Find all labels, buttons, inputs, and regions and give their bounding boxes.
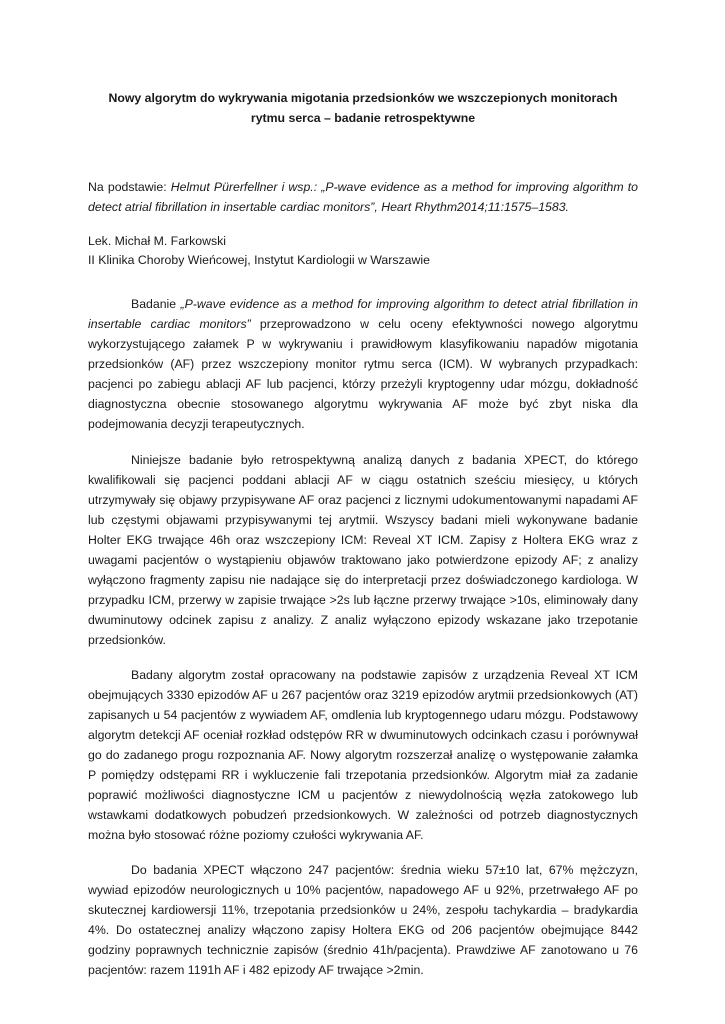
paragraph-1-lead: Badanie — [131, 297, 181, 311]
paragraph-1-study-title: „P-wave evidence as a method for improving algorithm to detect atrial fibrillation in insertable cardiac monitors” — [88, 297, 638, 331]
document-page — [88, 88, 638, 980]
source-reference: Helmut Pürerfellner i wsp.: „P-wave evidence as a method for improving algorithm to detect atrial fibrillation in insertable cardiac monitors”, Heart Rhythm2014;11:1575–1583. — [88, 180, 638, 214]
source-prefix: Na podstawie: — [88, 180, 171, 194]
paragraph-3: Badany algorytm został opracowany na podstawie zapisów z urządzenia Reveal XT ICM obejmujących 3330 epizodów AF u 267 pacjentów oraz 3219 epizodów arytmii przedsionkowych (AT) zapisanych u 54 pacjentów z wywiadem AF, omdlenia lub kryptogennego udaru mózgu. Podstawowy algorytm detekcji AF oceniał rozkład odstępów RR w dwuminutowych odcinkach czasu i porównywał go do zadanego progu rozpoznania AF. Nowy algorytm rozszerzał analizę o występowanie załamka P pomiędzy odstępami RR i wykluczenie fali trzepotania przedsionków. Algorytm miał za zadanie poprawić możliwości diagnostyczne ICM u pacjentów z niewydolnością węzła zatokowego lub wstawkami dodatkowych pobudzeń przedsionkowych. W zależności od potrzeb diagnostycznych można było stosować różne poziomy czułości wykrywania AF. — [88, 668, 639, 842]
paragraph-4: Do badania XPECT włączono 247 pacjentów: średnia wieku 57±10 lat, 67% mężczyzn, wywiad epizodów neurologicznych u 10% pacjentów, napadowego AF u 92%, przetrwałego AF po skutecznej kardiowersji 11%, trzepotania przedsionków u 24%, zespołu tachykardia – bradykardia 4%. Do ostatecznej analizy włączono zapisy Holtera EKG od 206 pacjentów obejmujące 8442 godziny poprawnych technicznie zapisów (średnio 41h/pacjenta). Prawdziwe AF zanotowano u 76 pacjentów: razem 1191h AF i 482 epizody AF trwające >2min. — [88, 863, 638, 977]
author-name: Lek. Michał M. Farkowski — [88, 234, 227, 248]
title-line-2: rytmu serca – badanie retrospektywne — [250, 111, 476, 125]
paragraph-1-body: przeprowadzono w celu oceny efektywności nowego algorytmu wykorzystującego załamek P w wykrywaniu i prawidłowym klasyfikowaniu napadów migotania przedsionków (AF) przez wszczepiony monitor rytmu serca (ICM). W wybranych przypadkach: pacjenci po zabiegu ablacji AF lub pacjenci, którzy przeżyli kryptogenny udar mózgu, dokładność diagnostyczna obecnie stosowanego algorytmu wykrywania AF może być zbyt niska dla podejmowania decyzji terapeutycznych. — [88, 317, 638, 431]
title-line-1: Nowy algorytm do wykrywania migotania przedsionków we wszczepionych monitorach — [108, 91, 618, 105]
document-title — [88, 88, 638, 128]
paragraph-2: Niniejsze badanie było retrospektywną analizą danych z badania XPECT, do którego kwalifikowali się pacjenci poddani ablacji AF w ciągu ostatnich sześciu miesięcy, u których utrzymywały się objawy przypisywane AF oraz pacjenci z licznymi udokumentowanymi napadami AF lub częstymi objawami przypisywanymi tej arytmii. Wszyscy badani mieli wykonywane badanie Holter EKG trwające 46h oraz wszczepiony ICM: Reveal XT ICM. Zapisy z Holtera EKG wraz z uwagami pacjentów o wystąpieniu objawów traktowano jako potwierdzone epizody AF; z analizy wyłączono fragmenty zapisu nie nadające się do interpretacji przez doświadczonego kardiologa. W przypadku ICM, przerwy w zapisie trwające >2s lub łączne przerwy trwające >10s, eliminowały dany dwuminutowy odcinek zapisu z analizy. Z analiz wyłączono epizody wskazane jako trzepotanie przedsionków. — [88, 453, 638, 647]
author-affiliation: II Klinika Choroby Wieńcowej, Instytut Kardiologii w Warszawie — [88, 253, 430, 267]
paragraph-1 — [88, 294, 638, 434]
author-block — [88, 232, 638, 270]
source-citation — [88, 177, 638, 217]
